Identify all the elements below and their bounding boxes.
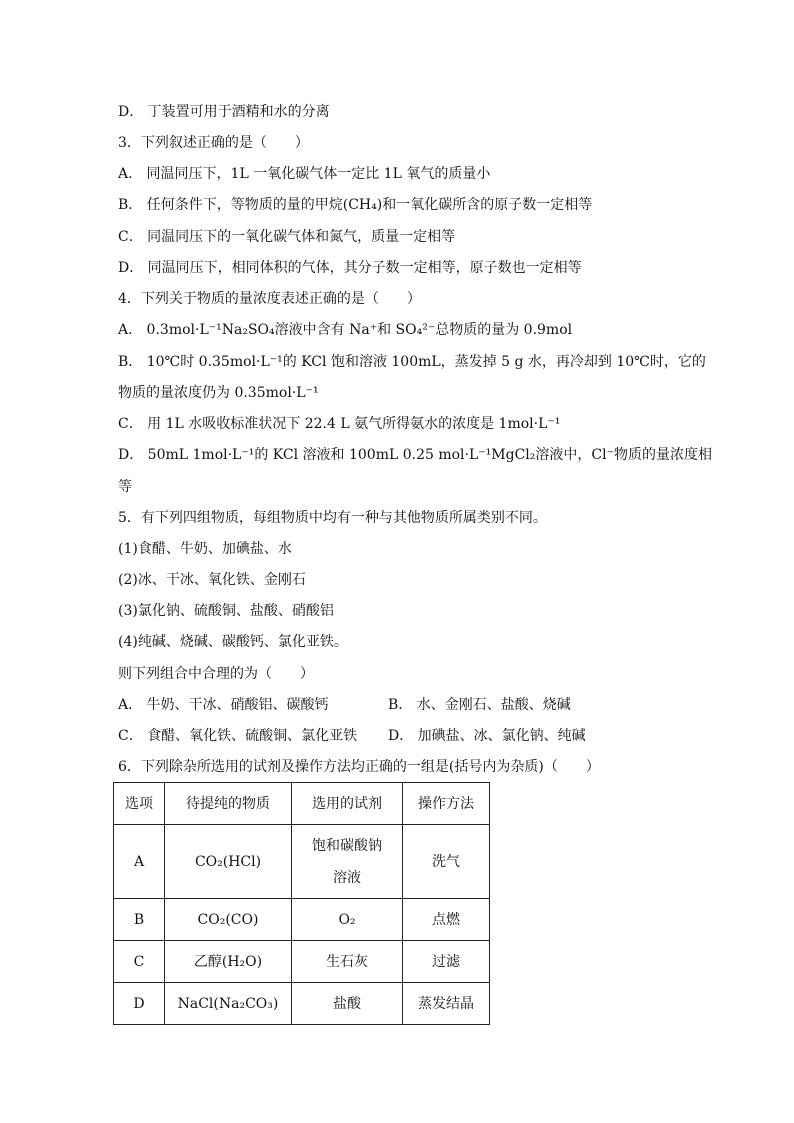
q5-options-row1 [118,695,688,715]
table-cell: CO₂(CO) [165,899,292,941]
q4-option-c: C． 用 1L 水吸收标准状况下 22.4 L 氨气所得氨水的浓度是 1mol·L⁻¹ [118,416,561,432]
q5-group-2: (2)冰、干冰、氧化铁、金刚石 [118,572,306,588]
table-cell: 过滤 [403,941,490,983]
table-cell: D [114,983,165,1025]
q4-option-d-line1: D． 50mL 1mol·L⁻¹的 KCl 溶液和 100mL 0.25 mol·L⁻¹MgCl₂溶液中，Cl⁻物质的量浓度相 [118,447,712,463]
table-cell: NaCl(Na₂CO₃) [165,983,292,1025]
q5-prompt: 则下列组合中合理的为（ ） [118,666,314,682]
table-header-cell: 待提纯的物质 [165,783,292,825]
table-cell: 蒸发结晶 [403,983,490,1025]
question-3: 3．下列叙述正确的是（ ） [118,135,309,151]
table-cell: 饱和碳酸钠溶液 [292,825,403,899]
table-cell: 点燃 [403,899,490,941]
q5-group-1: (1)食醋、牛奶、加碘盐、水 [118,541,292,557]
q6-table [113,782,490,1025]
q5-group-4: (4)纯碱、烧碱、碳酸钙、氯化亚铁。 [118,634,348,650]
table-cell: 生石灰 [292,941,403,983]
table-header-cell: 选项 [114,783,165,825]
table-cell: CO₂(HCl) [165,825,292,899]
q4-option-b-line2: 物质的量浓度仍为 0.35mol·L⁻¹ [118,385,319,401]
table-header-cell: 操作方法 [403,783,490,825]
table-cell: B [114,899,165,941]
table-row [114,941,490,983]
table-header-row [114,783,490,825]
q4-option-d-line2: 等 [118,479,132,495]
table-header-cell: 选用的试剂 [292,783,403,825]
table-cell: C [114,941,165,983]
q5-option-b: B． 水、金刚石、盐酸、烧碱 [388,697,571,713]
q2-option-d: D． 丁装置可用于酒精和水的分离 [118,104,330,120]
table-row [114,983,490,1025]
question-6: 6．下列除杂所选用的试剂及操作方法均正确的一组是(括号内为杂质)（ ） [118,759,600,775]
q5-option-c: C． 食醋、氧化铁、硫酸铜、氯化亚铁 [118,728,358,744]
table-row [114,825,490,899]
q4-option-a: A． 0.3mol·L⁻¹Na₂SO₄溶液中含有 Na⁺和 SO₄²⁻总物质的量为 0.9mol [118,322,573,338]
q3-option-c: C． 同温同压下的一氧化碳气体和氮气，质量一定相等 [118,229,456,245]
q3-option-a: A． 同温同压下，1L 一氧化碳气体一定比 1L 氧气的质量小 [118,166,491,182]
table-row [114,899,490,941]
q4-option-b-line1: B． 10℃时 0.35mol·L⁻¹的 KCl 饱和溶液 100mL，蒸发掉 5 g 水，再冷却到 10℃时，它的 [118,354,706,370]
table-cell: O₂ [292,899,403,941]
q5-option-d: D． 加碘盐、冰、氯化钠、纯碱 [388,728,586,744]
table-cell: 乙醇(H₂O) [165,941,292,983]
table-cell: 洗气 [403,825,490,899]
q5-option-a: A． 牛奶、干冰、硝酸铝、碳酸钙 [118,697,329,713]
table-cell: A [114,825,165,899]
q3-option-d: D． 同温同压下，相同体积的气体，其分子数一定相等，原子数也一定相等 [118,260,582,276]
q5-group-3: (3)氯化钠、硫酸铜、盐酸、硝酸铝 [118,603,334,619]
q5-options-row2 [118,726,688,746]
q3-option-b: B． 任何条件下，等物质的量的甲烷(CH₄)和一氧化碳所含的原子数一定相等 [118,197,593,213]
question-5: 5．有下列四组物质，每组物质中均有一种与其他物质所属类别不同。 [118,510,547,526]
table-cell: 盐酸 [292,983,403,1025]
question-4: 4．下列关于物质的量浓度表述正确的是（ ） [118,291,421,307]
